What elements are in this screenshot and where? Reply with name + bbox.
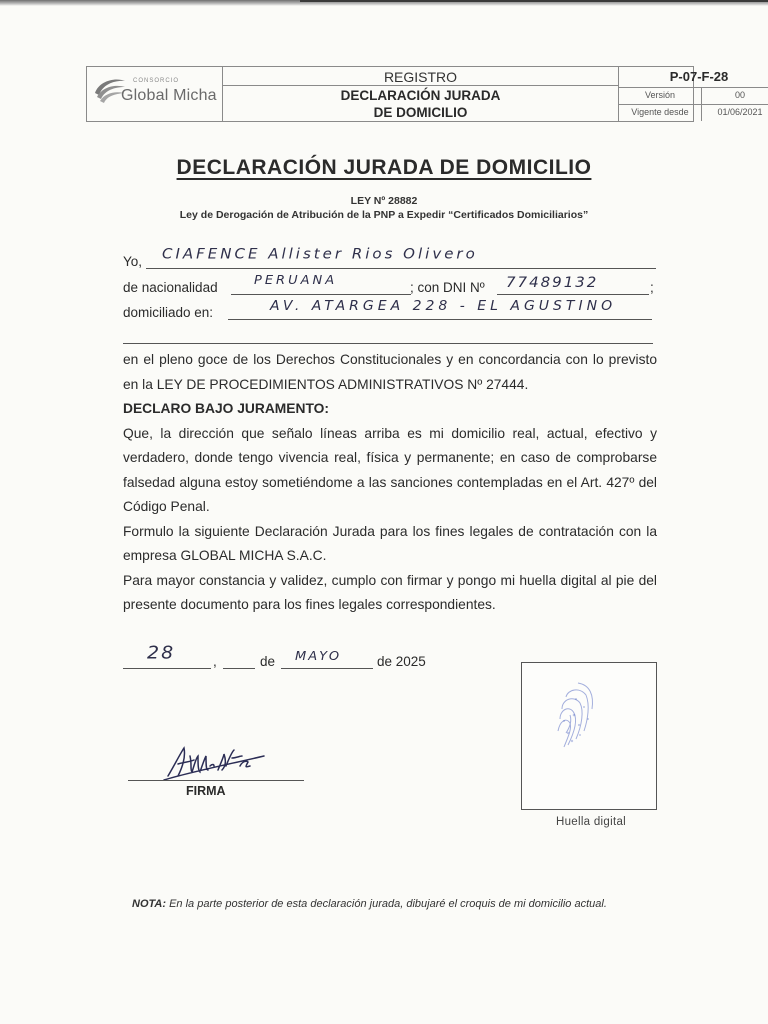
version-label: Versión [619,87,702,104]
body-paragraph-3: Formulo la siguiente Declaración Jurada para los fines legales de contratación con la empresa GLOBAL MICHA S.A.C. [123,523,657,563]
page-title-text: DECLARACIÓN JURADA DE DOMICILIO [176,156,592,179]
dni-label: ; con DNI Nº [410,280,485,295]
scan-edge-dark [300,0,768,2]
dni-underline [497,294,649,295]
domicilio-label: domiciliado en: [123,305,214,320]
footer-note [132,897,652,912]
yo-underline [146,268,656,269]
logo-consorcio-text: CONSORCIO [133,78,180,84]
nacionalidad-handwritten: PERUANA [254,273,338,288]
ley-description: Ley de Derogación de Atribución de la PNP a Expedir “Certificados Domiciliarios” [179,209,589,221]
header-doc-line1: DECLARACIÓN JURADA [340,88,501,103]
yo-handwritten-name: CIAFENCE Allister Rios Olivero [162,245,478,263]
registro-label: REGISTRO [223,68,618,86]
body-paragraph-4: Para mayor constancia y validez, cumplo con firmar y pongo mi huella digital al pie del presente documento para los fines legales correspondientes. [123,572,657,612]
header-box [86,66,763,122]
fingerprint-box [521,662,657,810]
fingerprint-icon [546,675,606,765]
date-comma: , [213,654,217,669]
domicilio-handwritten: AV. ATARGEA 228 - EL AGUSTINO [270,298,617,314]
note-text: En la parte posterior de esta declaración jurada, dibujaré el croquis de mi domicilio actual. [169,898,607,910]
dni-end-punct: ; [650,280,654,295]
domicilio-underline [228,319,652,320]
signature-line [128,780,304,781]
signature-scribble-icon [160,736,270,784]
version-row [619,87,768,105]
date-line [123,640,443,680]
logo-cell [87,67,223,121]
date-day-underline [123,668,211,669]
logo-name: Global Micha [121,87,217,104]
date-blank-underline [223,668,255,669]
vigente-value: 01/06/2021 [717,107,763,117]
declaration-body [123,348,657,618]
declaro-heading: DECLARO BAJO JURAMENTO: [123,401,329,416]
header-doc-title [223,87,618,121]
header-title-cell [223,67,619,121]
note-label: NOTA: [132,898,167,910]
date-month-underline [281,668,373,669]
date-year: de 2025 [377,654,426,669]
header-code-block [619,67,768,121]
domicilio-extra-line [123,343,653,344]
document-code: P-07-F-28 [619,67,768,88]
date-day-handwritten: 28 [147,642,176,664]
fingerprint-label: Huella digital [555,816,627,828]
version-value: 00 [734,90,745,100]
nacionalidad-underline [231,294,411,295]
header-doc-line2: DE DOMICILIO [373,105,468,120]
page-title [0,156,768,180]
date-month-handwritten: MAYO [295,649,342,664]
vigente-row [619,104,768,121]
vigente-label: Vigente desde [619,104,702,121]
ley-number: LEY Nº 28882 [350,195,418,207]
dni-handwritten: 77489132 [506,273,599,291]
body-paragraph-1: en el pleno goce de los Derechos Constitucionales y en concordancia con lo previsto en la LEY DE PROCEDIMIENTOS ADMINISTRATIVOS Nº 27444. [123,352,657,392]
nacionalidad-label: de nacionalidad [123,280,218,295]
yo-label: Yo, [123,254,143,269]
date-de-label: de [260,654,276,669]
signature-label: FIRMA [186,784,226,798]
body-paragraph-2: Que, la dirección que señalo líneas arriba es mi domicilio real, actual, efectivo y verdadero, donde tengo vivencia real, física y permanente; en caso de comprobarse falsedad alguna estoy sometiéndome a las sanciones contempladas en el Art. 427º del Código Penal. [123,425,657,514]
